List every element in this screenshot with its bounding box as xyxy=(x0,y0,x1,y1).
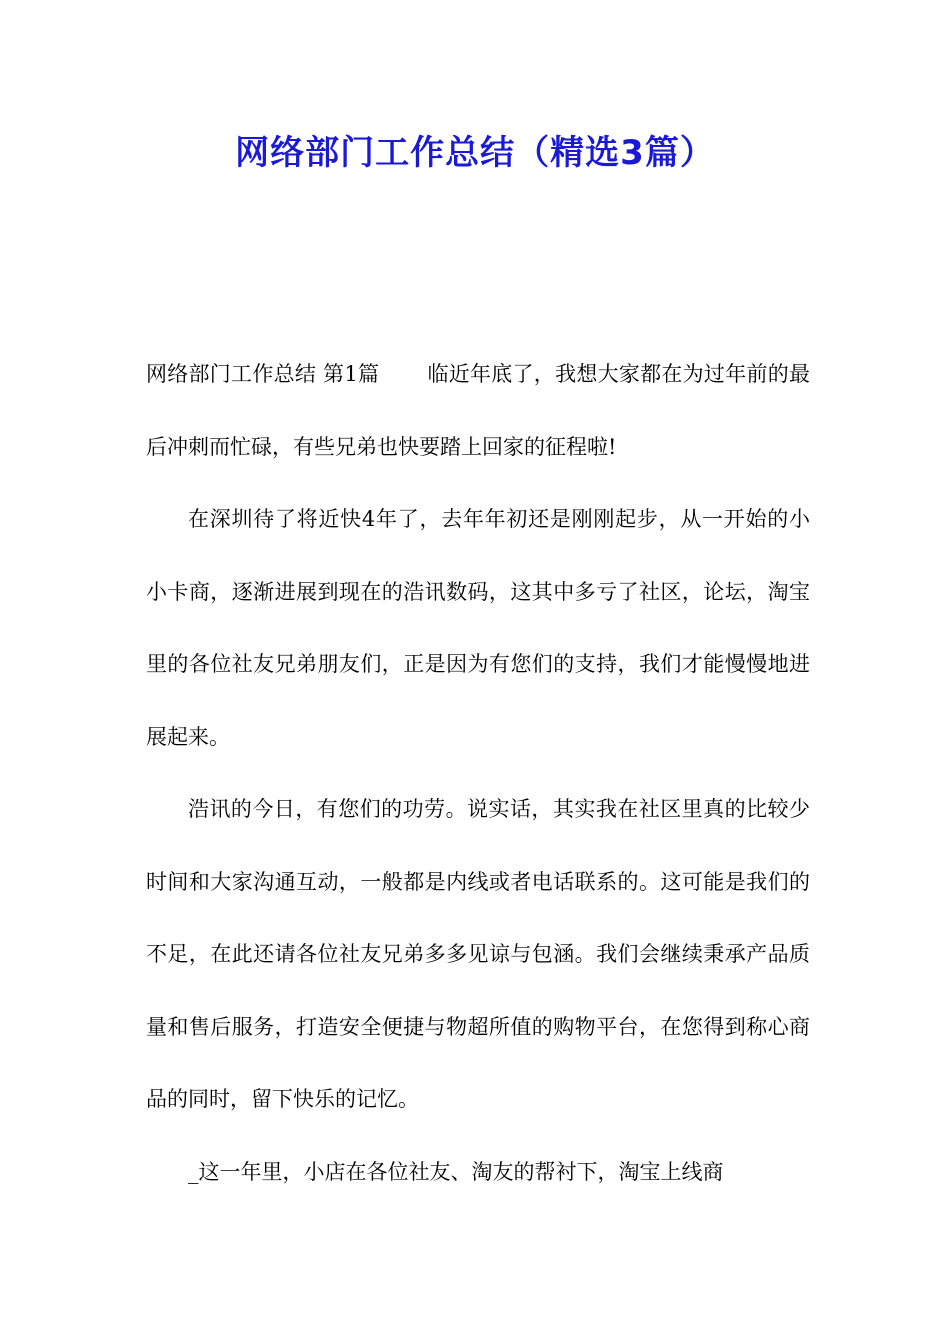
paragraph-1-text: 临近年底了，我想大家都在为过年前的最后冲刺而忙碌，有些兄弟也快要踏上回家的征程啦! xyxy=(146,362,810,459)
paragraph-1 xyxy=(146,338,810,483)
paragraph-2: 在深圳待了将近快4年了，去年年初还是刚刚起步，从一开始的小小卡商，逐渐进展到现在的浩讯数码，这其中多亏了社区，论坛，淘宝里的各位社友兄弟朋友们，正是因为有您们的支持，我们才能慢慢地进展起来。 xyxy=(146,507,810,749)
section-heading: 网络部门工作总结 第1篇 xyxy=(146,362,380,386)
paragraph-3: 浩讯的今日，有您们的功劳。说实话，其实我在社区里真的比较少时间和大家沟通互动，一般都是内线或者电话联系的。这可能是我们的不足，在此还请各位社友兄弟多多见谅与包涵。我们会继续秉承产品质量和售后服务，打造安全便捷与物超所值的购物平台，在您得到称心商品的同时，留下快乐的记忆。 xyxy=(146,797,810,1111)
paragraph-4: _这一年里，小店在各位社友、淘友的帮衬下，淘宝上线商 xyxy=(188,1159,724,1184)
document-title: 网络部门工作总结（精选3篇） xyxy=(235,133,715,173)
document-body xyxy=(146,338,810,1208)
